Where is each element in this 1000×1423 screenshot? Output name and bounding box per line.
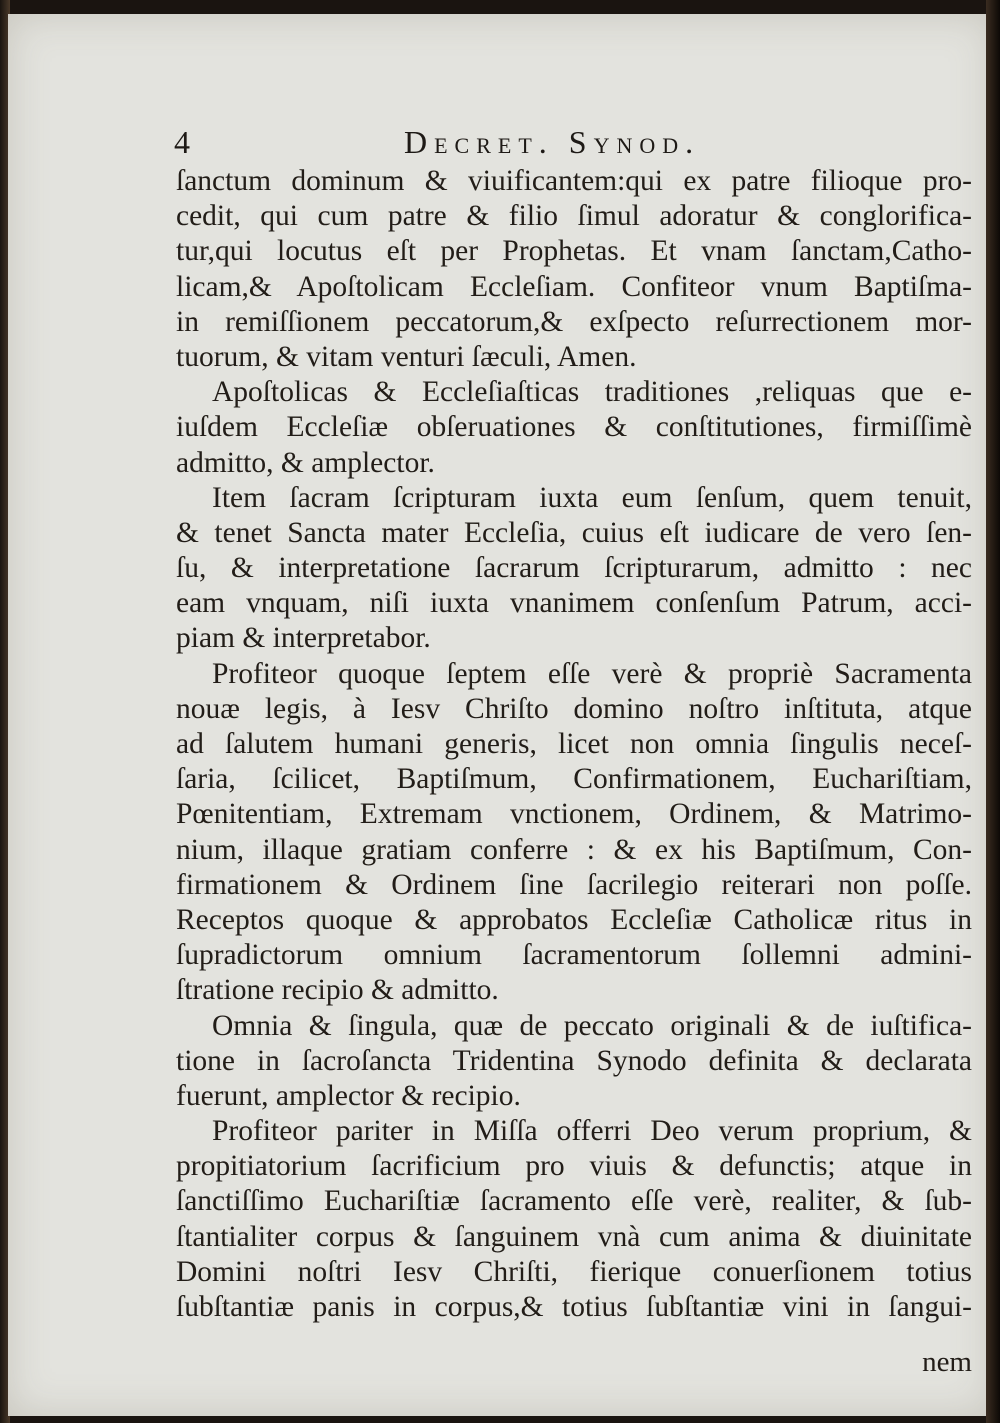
text-line: propitiatorium ſacrificium pro viuis & defunctis; atque in (176, 1150, 972, 1183)
page-header (174, 124, 974, 164)
text-line: firmationem & Ordinem ſine ſacrilegio reiterari non poſſe. (176, 868, 972, 901)
page-number: 4 (174, 124, 190, 160)
text-line: Domini noſtri Iesv Chriſti, fierique conuerſionem totius (176, 1255, 972, 1288)
text-line: nium, illaque gratiam conferre : & ex his Baptiſmum, Con- (176, 833, 972, 866)
text-line: Omnia & ſingula, quæ de peccato originali & de iuſtifica- (212, 1009, 972, 1042)
text-line: iuſdem Eccleſiæ obſeruationes & conſtitutiones, firmiſſimè (176, 411, 972, 444)
text-line: ſupradictorum omnium ſacramentorum ſollemni admini- (176, 939, 972, 972)
text-line: ſu, & interpretatione ſacrarum ſcripturarum, admitto : nec (176, 552, 972, 585)
text-line: licam,& Apoſtolicam Eccleſiam. Confiteor vnum Baptiſma- (176, 270, 972, 303)
text-line: admitto, & amplector. (176, 446, 435, 479)
text-line: ſubſtantiæ panis in corpus,& totius ſubſtantiæ vini in ſangui- (176, 1291, 972, 1323)
text-line: Pœnitentiam, Extremam vnctionem, Ordinem, & Matrimo- (176, 798, 972, 831)
catchword: nem (922, 1346, 972, 1378)
text-line: Apoſtolicas & Eccleſiaſticas traditiones ,reliquas que e- (212, 376, 972, 409)
text-line: & tenet Sancta mater Eccleſia, cuius eſt iudicare de vero ſen- (176, 516, 972, 549)
text-line: Receptos quoque & approbatos Eccleſiæ Catholicæ ritus in (176, 903, 972, 936)
text-line: piam & interpretabor. (176, 622, 431, 655)
text-line: fuerunt, amplector & recipio. (176, 1079, 521, 1112)
text-line: Profiteor pariter in Miſſa offerri Deo verum proprium, & (212, 1115, 972, 1148)
text-line: cedit, qui cum patre & filio ſimul adoratur & conglorifica- (176, 200, 972, 233)
text-line: ſtratione recipio & admitto. (176, 974, 499, 1007)
running-head: Decret. Synod. (404, 124, 701, 160)
text-line: Item ſacram ſcripturam iuxta eum ſenſum, quem tenuit, (212, 481, 972, 514)
text-line: eam vnquam, niſi iuxta vnanimem conſenſum Patrum, acci- (176, 587, 972, 620)
text-line: tur,qui locutus eſt per Prophetas. Et vnam ſanctam,Catho- (176, 235, 972, 268)
text-line: nouæ legis, à Iesv Chriſto domino noſtro inſtituta, atque (176, 692, 972, 725)
text-line: ſanctum dominum & viuificantem:qui ex patre filioque pro- (176, 165, 972, 197)
text-line: tuorum, & vitam venturi ſæculi, Amen. (176, 340, 637, 373)
text-line: Profiteor quoque ſeptem eſſe verè & propriè Sacramenta (212, 657, 972, 690)
text-line: ſanctiſſimo Euchariſtiæ ſacramento eſſe verè, realiter, & ſub- (176, 1185, 972, 1218)
text-line: ſaria, ſcilicet, Baptiſmum, Confirmationem, Euchariſtiam, (176, 763, 972, 796)
body-text (176, 164, 972, 1325)
book-edge (986, 0, 1000, 1423)
text-line: in remiſſionem peccatorum,& exſpecto reſurrectionem mor- (176, 305, 972, 338)
text-line: ad ſalutem humani generis, licet non omnia ſingulis neceſ- (176, 728, 972, 760)
text-line: ſtantialiter corpus & ſanguinem vnà cum anima & diuinitate (176, 1220, 972, 1253)
text-line: tione in ſacroſancta Tridentina Synodo definita & declarata (176, 1044, 972, 1077)
